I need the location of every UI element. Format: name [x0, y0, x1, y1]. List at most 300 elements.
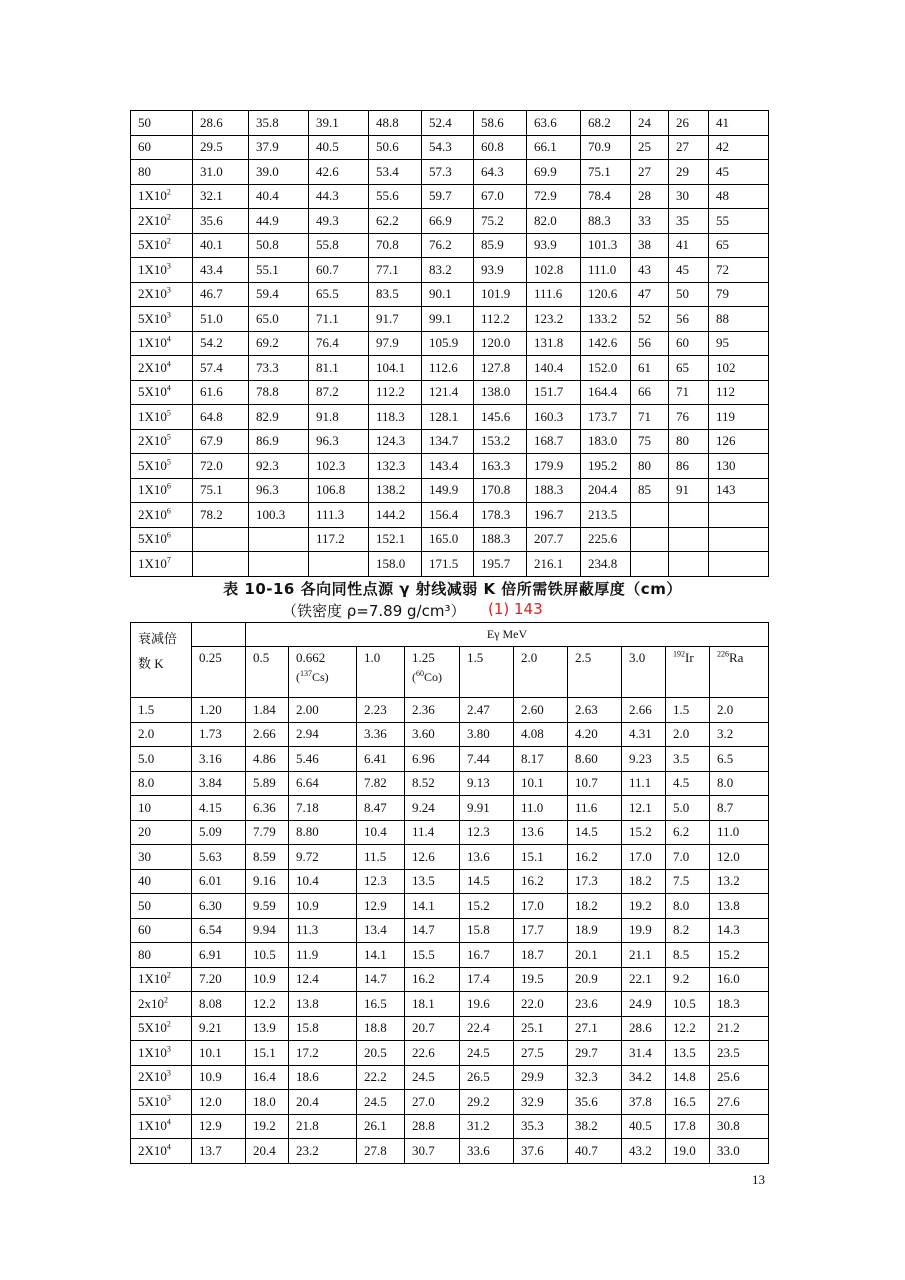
- value-cell: 1.5: [666, 698, 710, 723]
- value-cell: 158.0: [369, 552, 422, 577]
- value-cell: 105.9: [422, 331, 474, 356]
- k-cell: [131, 698, 192, 723]
- table-row: [131, 796, 769, 821]
- value-cell: 9.13: [460, 771, 514, 796]
- value-cell: 24.9: [622, 992, 666, 1017]
- value-cell: 7.44: [460, 747, 514, 772]
- table-subcaption: （铁密度 ρ=7.89 g/cm³）: [282, 602, 466, 620]
- value-cell: 26.1: [357, 1114, 405, 1139]
- value-cell: 2.0: [710, 698, 769, 723]
- k-exponent: 7: [166, 555, 171, 565]
- value-cell: 24.5: [460, 1041, 514, 1066]
- k-exponent: 5: [166, 408, 171, 418]
- table-row: [131, 967, 769, 992]
- energy-label: 3.0: [629, 650, 646, 665]
- k-cell: [131, 918, 192, 943]
- value-cell: [249, 527, 309, 552]
- k-cell: [131, 282, 193, 307]
- value-cell: 54.3: [422, 135, 474, 160]
- value-cell: 65.0: [249, 307, 309, 332]
- value-cell: [631, 552, 669, 577]
- red-annotation: (1) 143: [488, 600, 543, 618]
- value-cell: 142.6: [581, 331, 631, 356]
- k-cell: [131, 1016, 192, 1041]
- value-cell: 8.0: [710, 771, 769, 796]
- k-cell: [131, 1041, 192, 1066]
- value-cell: 27.8: [357, 1139, 405, 1164]
- value-cell: 23.2: [289, 1139, 357, 1164]
- table-caption: 表 10-16 各向同性点源 γ 射线减弱 K 倍所需铁屏蔽厚度（cm）: [223, 580, 682, 598]
- header-row-top: [131, 623, 769, 647]
- value-cell: 132.3: [369, 454, 422, 479]
- table-row: [131, 503, 769, 528]
- value-cell: [669, 527, 709, 552]
- value-cell: 153.2: [474, 429, 527, 454]
- value-cell: 86: [669, 454, 709, 479]
- k-cell: [131, 160, 193, 185]
- value-cell: 58.6: [474, 111, 527, 136]
- value-cell: 140.4: [527, 356, 581, 381]
- value-cell: 48: [709, 184, 769, 209]
- value-cell: 112.2: [369, 380, 422, 405]
- value-cell: 111.3: [309, 503, 369, 528]
- k-exponent: 3: [166, 1044, 171, 1054]
- value-cell: 10.9: [289, 894, 357, 919]
- value-cell: 25: [631, 135, 669, 160]
- k-value: 5X10: [138, 1093, 167, 1109]
- k-cell: [131, 992, 192, 1017]
- value-cell: 10.1: [514, 771, 568, 796]
- k-exponent: 3: [166, 261, 171, 271]
- table-row: [131, 111, 769, 136]
- value-cell: 6.96: [405, 747, 460, 772]
- k-value: 1.5: [138, 701, 155, 717]
- value-cell: 55.1: [249, 258, 309, 283]
- value-cell: 75.1: [193, 478, 249, 503]
- value-cell: 5.63: [192, 845, 246, 870]
- value-cell: 67.0: [474, 184, 527, 209]
- value-cell: 16.7: [460, 943, 514, 968]
- value-cell: 31.0: [193, 160, 249, 185]
- value-cell: 80: [631, 454, 669, 479]
- column-header: [710, 647, 769, 698]
- k-value: 1X10: [138, 555, 167, 571]
- value-cell: 18.6: [289, 1065, 357, 1090]
- value-cell: 9.23: [622, 747, 666, 772]
- value-cell: 178.3: [474, 503, 527, 528]
- value-cell: 93.9: [527, 233, 581, 258]
- value-cell: 2.94: [289, 722, 357, 747]
- value-cell: 12.6: [405, 845, 460, 870]
- value-cell: 2.66: [246, 722, 289, 747]
- k-cell: [131, 894, 192, 919]
- value-cell: 40.5: [622, 1114, 666, 1139]
- value-cell: 28.8: [405, 1114, 460, 1139]
- table-row: [131, 184, 769, 209]
- value-cell: 3.5: [666, 747, 710, 772]
- value-cell: 69.9: [527, 160, 581, 185]
- column-header: [357, 647, 405, 698]
- value-cell: 16.2: [514, 869, 568, 894]
- value-cell: 101.9: [474, 282, 527, 307]
- value-cell: 20.5: [357, 1041, 405, 1066]
- value-cell: 8.17: [514, 747, 568, 772]
- table-row: [131, 160, 769, 185]
- k-value: 5X10: [138, 531, 167, 547]
- value-cell: 88.3: [581, 209, 631, 234]
- value-cell: 133.2: [581, 307, 631, 332]
- k-cell: [131, 1139, 192, 1164]
- k-exponent: 2: [166, 970, 171, 980]
- value-cell: 118.3: [369, 405, 422, 430]
- value-cell: 3.36: [357, 722, 405, 747]
- value-cell: 16.5: [357, 992, 405, 1017]
- k-exponent: 4: [166, 1117, 171, 1127]
- value-cell: 121.4: [422, 380, 474, 405]
- value-cell: 6.41: [357, 747, 405, 772]
- value-cell: 12.0: [710, 845, 769, 870]
- table-row: [131, 722, 769, 747]
- value-cell: 91.8: [309, 405, 369, 430]
- value-cell: 2.00: [289, 698, 357, 723]
- value-cell: 61: [631, 356, 669, 381]
- table-row: [131, 478, 769, 503]
- value-cell: 93.9: [474, 258, 527, 283]
- value-cell: 96.3: [249, 478, 309, 503]
- table-row: [131, 233, 769, 258]
- value-cell: 72: [709, 258, 769, 283]
- value-cell: 1.20: [192, 698, 246, 723]
- k-cell: [131, 331, 193, 356]
- value-cell: 16.2: [568, 845, 622, 870]
- value-cell: 96.3: [309, 429, 369, 454]
- value-cell: 32.1: [193, 184, 249, 209]
- value-cell: 3.84: [192, 771, 246, 796]
- value-cell: 15.2: [710, 943, 769, 968]
- value-cell: 21.1: [622, 943, 666, 968]
- value-cell: 14.7: [357, 967, 405, 992]
- value-cell: 32.3: [568, 1065, 622, 1090]
- value-cell: 4.31: [622, 722, 666, 747]
- value-cell: 20.4: [246, 1139, 289, 1164]
- value-cell: 127.8: [474, 356, 527, 381]
- value-cell: 6.01: [192, 869, 246, 894]
- value-cell: 42: [709, 135, 769, 160]
- value-cell: 17.8: [666, 1114, 710, 1139]
- value-cell: 40.5: [309, 135, 369, 160]
- value-cell: 13.9: [246, 1016, 289, 1041]
- k-cell: [131, 356, 193, 381]
- value-cell: [309, 552, 369, 577]
- value-cell: 2.63: [568, 698, 622, 723]
- k-cell: [131, 1065, 192, 1090]
- value-cell: 52.4: [422, 111, 474, 136]
- value-cell: 18.2: [622, 869, 666, 894]
- value-cell: 14.1: [357, 943, 405, 968]
- k-value: 1X10: [138, 335, 167, 351]
- k-cell: [131, 552, 193, 577]
- energy-label: 0.5: [253, 650, 270, 665]
- column-header: [514, 647, 568, 698]
- value-cell: 43: [631, 258, 669, 283]
- value-cell: 17.7: [514, 918, 568, 943]
- value-cell: 188.3: [474, 527, 527, 552]
- k-cell: [131, 845, 192, 870]
- value-cell: 65: [709, 233, 769, 258]
- value-cell: 41: [709, 111, 769, 136]
- k-exponent: 4: [166, 359, 171, 369]
- value-cell: 165.0: [422, 527, 474, 552]
- value-cell: 27: [631, 160, 669, 185]
- value-cell: 6.36: [246, 796, 289, 821]
- value-cell: 35.6: [193, 209, 249, 234]
- value-cell: 99.1: [422, 307, 474, 332]
- value-cell: 9.91: [460, 796, 514, 821]
- value-cell: 9.24: [405, 796, 460, 821]
- value-cell: 163.3: [474, 454, 527, 479]
- value-cell: 28.6: [622, 1016, 666, 1041]
- value-cell: 17.2: [289, 1041, 357, 1066]
- value-cell: 12.3: [460, 820, 514, 845]
- column-header: [405, 647, 460, 698]
- value-cell: 24: [631, 111, 669, 136]
- value-cell: 2.60: [514, 698, 568, 723]
- value-cell: 11.0: [710, 820, 769, 845]
- value-cell: 65.5: [309, 282, 369, 307]
- value-cell: 31.2: [460, 1114, 514, 1139]
- value-cell: 76.2: [422, 233, 474, 258]
- k-exponent: 3: [166, 310, 171, 320]
- value-cell: 6.5: [710, 747, 769, 772]
- value-cell: 91.7: [369, 307, 422, 332]
- isotope-note: ($^{137}$Cs): [296, 669, 329, 685]
- table-row: [131, 307, 769, 332]
- value-cell: 47: [631, 282, 669, 307]
- header-row-columns: [131, 647, 769, 698]
- value-cell: 20.9: [568, 967, 622, 992]
- value-cell: 10.5: [666, 992, 710, 1017]
- k-value: 1X10: [138, 1118, 167, 1134]
- value-cell: 3.2: [710, 722, 769, 747]
- value-cell: 16.5: [666, 1090, 710, 1115]
- isotope-note: ($^{60}$Co): [412, 669, 442, 685]
- value-cell: 204.4: [581, 478, 631, 503]
- value-cell: 2.0: [666, 722, 710, 747]
- value-cell: 160.3: [527, 405, 581, 430]
- energy-label: 1.5: [467, 650, 484, 665]
- value-cell: 33: [631, 209, 669, 234]
- value-cell: 11.4: [405, 820, 460, 845]
- column-header: [246, 647, 289, 698]
- value-cell: 14.5: [568, 820, 622, 845]
- value-cell: 52: [631, 307, 669, 332]
- value-cell: 27.6: [710, 1090, 769, 1115]
- page-number: 13: [752, 1172, 765, 1187]
- value-cell: 6.30: [192, 894, 246, 919]
- k-cell: [131, 233, 193, 258]
- value-cell: 49.3: [309, 209, 369, 234]
- value-cell: 1.84: [246, 698, 289, 723]
- table-row: [131, 771, 769, 796]
- value-cell: 82.0: [527, 209, 581, 234]
- value-cell: 5.0: [666, 796, 710, 821]
- value-cell: 9.16: [246, 869, 289, 894]
- value-cell: 156.4: [422, 503, 474, 528]
- table-row: [131, 918, 769, 943]
- k-exponent: 6: [166, 481, 171, 491]
- value-cell: 26.5: [460, 1065, 514, 1090]
- k-value: 30: [138, 848, 151, 864]
- k-value: 10: [138, 799, 151, 815]
- value-cell: 42.6: [309, 160, 369, 185]
- value-cell: 112.2: [474, 307, 527, 332]
- table-row: [131, 1139, 769, 1164]
- table-row: [131, 1065, 769, 1090]
- k-cell: [131, 771, 192, 796]
- k-value: 1X10: [138, 408, 167, 424]
- value-cell: 5.89: [246, 771, 289, 796]
- value-cell: 15.1: [246, 1041, 289, 1066]
- value-cell: 15.1: [514, 845, 568, 870]
- value-cell: 7.5: [666, 869, 710, 894]
- k-value: 5.0: [138, 750, 155, 766]
- k-exponent: 3: [166, 1093, 171, 1103]
- value-cell: 21.8: [289, 1114, 357, 1139]
- value-cell: 213.5: [581, 503, 631, 528]
- value-cell: 44.3: [309, 184, 369, 209]
- k-cell: [131, 258, 193, 283]
- value-cell: 85.9: [474, 233, 527, 258]
- value-cell: 144.2: [369, 503, 422, 528]
- value-cell: 6.64: [289, 771, 357, 796]
- value-cell: 92.3: [249, 454, 309, 479]
- value-cell: 8.0: [666, 894, 710, 919]
- value-cell: 38: [631, 233, 669, 258]
- k-cell: [131, 184, 193, 209]
- value-cell: 22.0: [514, 992, 568, 1017]
- value-cell: 7.18: [289, 796, 357, 821]
- value-cell: 6.54: [192, 918, 246, 943]
- column-header: [289, 647, 357, 698]
- value-cell: 3.16: [192, 747, 246, 772]
- value-cell: 81.1: [309, 356, 369, 381]
- k-cell: [131, 527, 193, 552]
- value-cell: 19.0: [666, 1139, 710, 1164]
- value-cell: 26: [669, 111, 709, 136]
- table-row: [131, 405, 769, 430]
- value-cell: 35.6: [568, 1090, 622, 1115]
- value-cell: 25.1: [514, 1016, 568, 1041]
- value-cell: 55.8: [309, 233, 369, 258]
- value-cell: 29.2: [460, 1090, 514, 1115]
- value-cell: [709, 552, 769, 577]
- value-cell: 83.2: [422, 258, 474, 283]
- table-row: [131, 869, 769, 894]
- k-exponent: 6: [166, 506, 171, 516]
- value-cell: 10.4: [357, 820, 405, 845]
- value-cell: 11.0: [514, 796, 568, 821]
- value-cell: 7.0: [666, 845, 710, 870]
- value-cell: 4.5: [666, 771, 710, 796]
- value-cell: 7.82: [357, 771, 405, 796]
- value-cell: 85: [631, 478, 669, 503]
- k-value: 60: [138, 139, 151, 155]
- value-cell: [709, 527, 769, 552]
- value-cell: 22.2: [357, 1065, 405, 1090]
- k-cell: [131, 111, 193, 136]
- value-cell: [193, 552, 249, 577]
- k-value: 50: [138, 114, 151, 130]
- value-cell: 24.5: [357, 1090, 405, 1115]
- k-value: 2X10: [138, 1069, 167, 1085]
- energy-label: 2.0: [521, 650, 538, 665]
- value-cell: 10.7: [568, 771, 622, 796]
- value-cell: 102.8: [527, 258, 581, 283]
- value-cell: 100.3: [249, 503, 309, 528]
- value-cell: 18.3: [710, 992, 769, 1017]
- value-cell: 76: [669, 405, 709, 430]
- k-value: 5X10: [138, 1020, 167, 1036]
- k-cell: [131, 454, 193, 479]
- value-cell: 2.47: [460, 698, 514, 723]
- table-row: [131, 943, 769, 968]
- value-cell: 4.86: [246, 747, 289, 772]
- value-cell: 13.8: [289, 992, 357, 1017]
- value-cell: 1.73: [192, 722, 246, 747]
- k-cell: [131, 722, 192, 747]
- value-cell: 12.9: [357, 894, 405, 919]
- value-cell: 19.2: [622, 894, 666, 919]
- value-cell: 12.0: [192, 1090, 246, 1115]
- value-cell: 9.94: [246, 918, 289, 943]
- value-cell: 12.1: [622, 796, 666, 821]
- value-cell: 60.7: [309, 258, 369, 283]
- table-row: [131, 454, 769, 479]
- isotope-symbol: Ir: [685, 650, 694, 665]
- table-row: [131, 992, 769, 1017]
- value-cell: 19.6: [460, 992, 514, 1017]
- value-cell: 78.8: [249, 380, 309, 405]
- value-cell: 22.4: [460, 1016, 514, 1041]
- value-cell: 18.2: [568, 894, 622, 919]
- value-cell: 95: [709, 331, 769, 356]
- value-cell: [193, 527, 249, 552]
- value-cell: 131.8: [527, 331, 581, 356]
- table-row: [131, 1041, 769, 1066]
- value-cell: 2.36: [405, 698, 460, 723]
- k-value: 80: [138, 946, 151, 962]
- value-cell: 171.5: [422, 552, 474, 577]
- k-exponent: 4: [166, 334, 171, 344]
- value-cell: 101.3: [581, 233, 631, 258]
- value-cell: 63.6: [527, 111, 581, 136]
- value-cell: 17.4: [460, 967, 514, 992]
- value-cell: 10.9: [192, 1065, 246, 1090]
- value-cell: 69.2: [249, 331, 309, 356]
- value-cell: 51.0: [193, 307, 249, 332]
- value-cell: 23.6: [568, 992, 622, 1017]
- k-cell: [131, 429, 193, 454]
- table-row: [131, 356, 769, 381]
- value-cell: 75: [631, 429, 669, 454]
- value-cell: 55.6: [369, 184, 422, 209]
- value-cell: 7.20: [192, 967, 246, 992]
- value-cell: 37.6: [514, 1139, 568, 1164]
- value-cell: 90.1: [422, 282, 474, 307]
- value-cell: 124.3: [369, 429, 422, 454]
- value-cell: 60: [669, 331, 709, 356]
- value-cell: 13.2: [710, 869, 769, 894]
